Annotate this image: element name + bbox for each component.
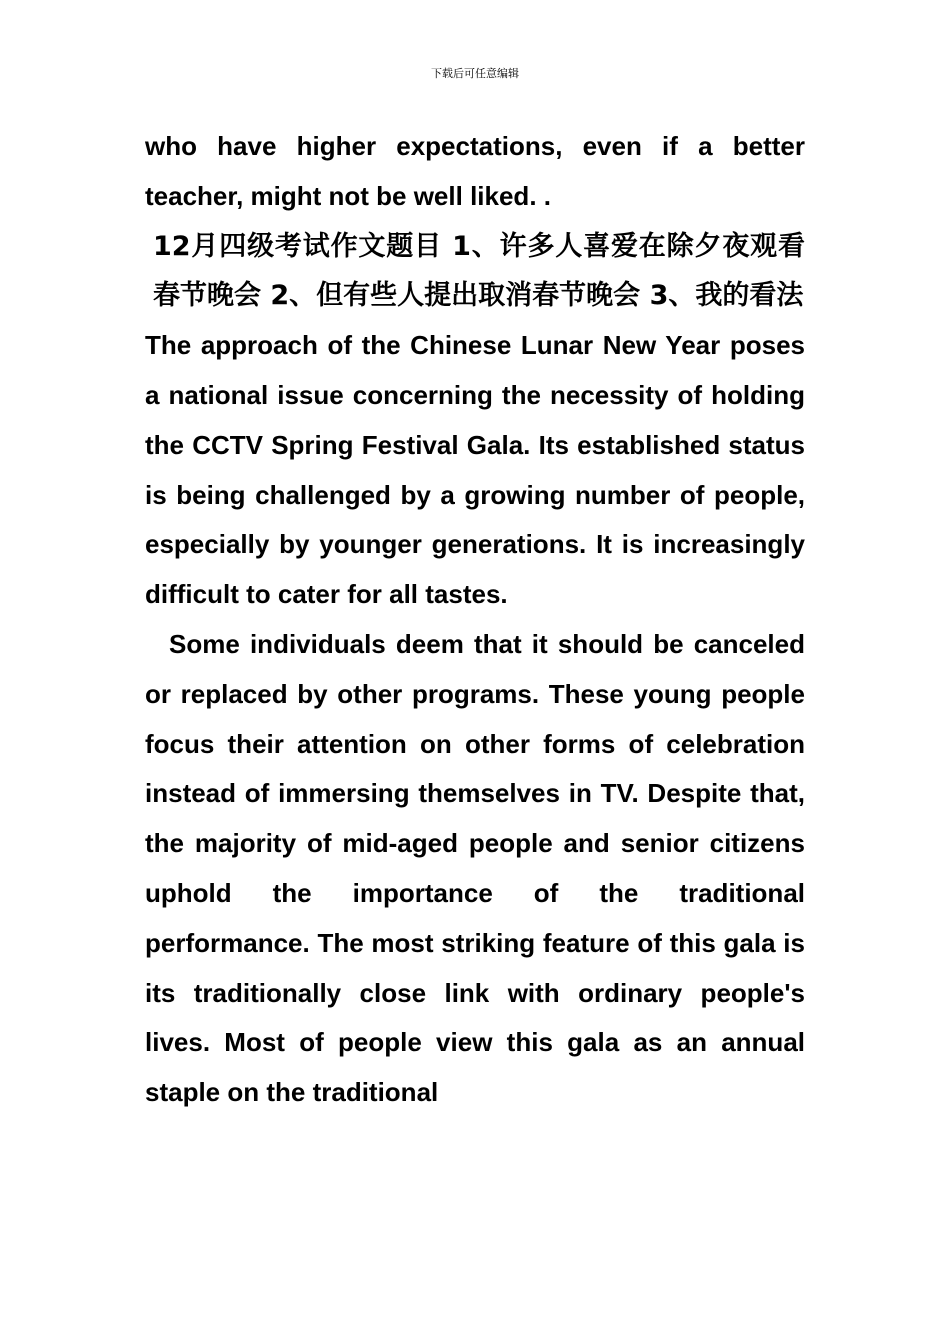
- document-body: [145, 122, 805, 1118]
- essay-topic-paragraph: 12月四级考试作文题目 1、许多人喜爱在除夕夜观看春节晚会 2、但有些人提出取消春节晚会 3、我的看法: [153, 230, 805, 312]
- paragraph-intro: The approach of the Chinese Lunar New Year poses a national issue concerning the necessity of holding the CCTV Spring Festival Gala. Its established status is being challenged by a growing number of people, especially by younger generations. It is increasingly difficult to cater for all tastes.: [145, 330, 805, 610]
- paragraph-continuation: who have higher expectations, even if a better teacher, might not be well liked. .: [145, 131, 805, 211]
- page-header: 下载后可任意编辑: [431, 67, 519, 80]
- paragraph-body: Some individuals deem that it should be canceled or replaced by other programs. These young people focus their attention on other forms of celebration instead of immersing themselves in TV. Despite that, the majority of mid-aged people and senior citizens uphold the importance of the traditional performance. The most striking feature of this gala is its traditionally close link with ordinary people's lives. Most of people view this gala as an annual staple on the traditional: [145, 628, 805, 1108]
